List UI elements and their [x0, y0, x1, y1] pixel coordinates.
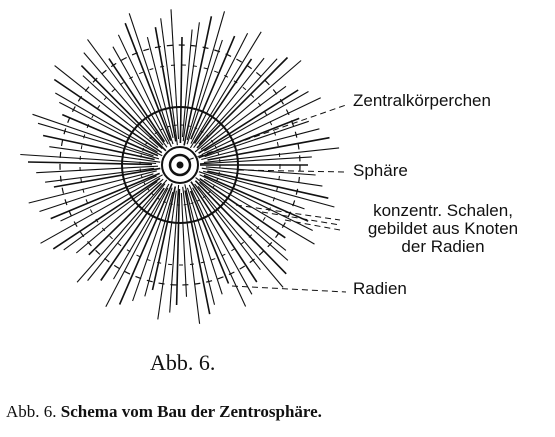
radius-line	[185, 184, 215, 304]
radius-line	[64, 182, 158, 250]
radius-line	[84, 53, 163, 146]
radius-line	[197, 58, 288, 149]
figure-caption	[6, 402, 322, 422]
label-radien: Radien	[353, 279, 407, 298]
label-konzentrische-schalen: konzentr. Schalen, gebildet aus Knoten der Radien	[367, 201, 519, 256]
figure-number: Abb. 6.	[150, 350, 216, 375]
caption-title: Schema vom Bau der Zentrosphäre.	[60, 402, 322, 421]
radius-line	[55, 66, 159, 148]
zentralkoerperchen-dot	[177, 162, 184, 169]
radius-line	[180, 37, 182, 143]
caption-prefix: Abb. 6.	[6, 402, 57, 421]
radius-line	[203, 171, 334, 207]
label-sphaere: Sphäre	[353, 161, 408, 180]
label-zentralkoerperchen: Zentralkörperchen	[353, 91, 491, 110]
radius-line	[199, 172, 305, 209]
radius-line	[198, 186, 283, 287]
